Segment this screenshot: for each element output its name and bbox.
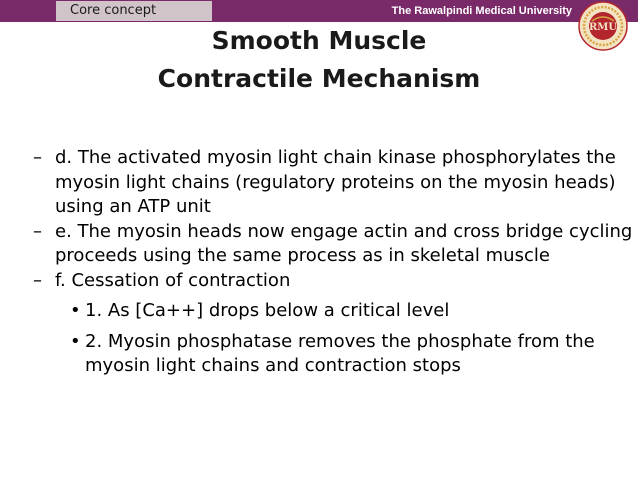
- bullet-text: d. The activated myosin light chain kinase phosphorylates the myosin light chains (regulatory proteins on the myosin heads) using an ATP unit: [55, 147, 616, 217]
- header-bar: [0, 0, 638, 22]
- title-line-2: Contractile Mechanism: [157, 64, 481, 93]
- dot-marker: •: [70, 300, 81, 321]
- bullet-d: [33, 146, 633, 220]
- dot-marker: •: [70, 330, 81, 352]
- bullet-text: f. Cessation of contraction: [55, 269, 291, 291]
- bullet-e: [33, 220, 633, 269]
- university-name: The Rawalpindi Medical University: [391, 5, 572, 17]
- sub-bullet-text: 2. Myosin phosphatase removes the phosphate from the myosin light chains and contraction stops: [85, 330, 595, 376]
- seal-text: RMU: [588, 22, 618, 33]
- sub-bullet-1: [33, 299, 633, 324]
- title-line-1: Smooth Muscle: [211, 26, 427, 55]
- dash-marker: –: [33, 147, 42, 168]
- dash-marker: –: [33, 269, 42, 291]
- slide-content: [33, 146, 633, 379]
- slide-title: [0, 22, 638, 98]
- sub-bullet-text: 1. As [Ca++] drops below a critical level: [85, 300, 450, 321]
- sub-bullet-2: [33, 330, 633, 379]
- dash-marker: –: [33, 220, 42, 242]
- bullet-text: e. The myosin heads now engage actin and cross bridge cycling proceeds using the same process as in skeletal muscle: [55, 220, 633, 266]
- core-concept-tab: Core concept: [56, 1, 212, 21]
- bullet-f: [33, 269, 633, 294]
